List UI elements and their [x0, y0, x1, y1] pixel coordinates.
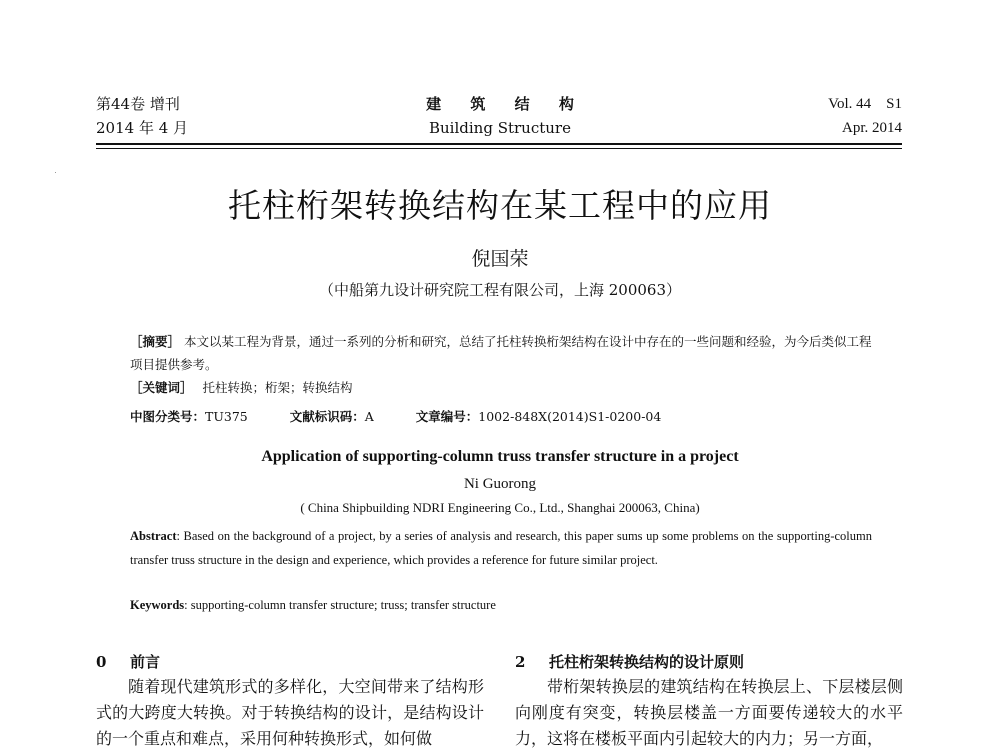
- body-column-left: [96, 650, 484, 748]
- article-number: 文章编号：1002-848X(2014)S1-0200-04: [415, 409, 662, 424]
- english-affiliation: ( China Shipbuilding NDRI Engineering Co., Ltd., Shanghai 200063, China): [300, 500, 700, 515]
- english-abstract-text: : Based on the background of a project, by a series of analysis and research, this paper sums up some problems on the supporting-column transfer truss structure in the design and experience, which provides a reference for future similar project.: [130, 529, 872, 567]
- document-code: 文献标识码：A: [289, 409, 374, 424]
- date-en: Apr. 2014: [842, 120, 902, 136]
- english-keywords-text: : supporting-column transfer structure; truss; transfer structure: [184, 598, 496, 612]
- section-number: 0: [96, 653, 107, 671]
- body-paragraph: 带桁架转换层的建筑结构在转换层上、下层楼层侧向刚度有突变，转换层楼盖一方面要传递较大的水平力，这将在楼板平面内引起较大的内力；另一方面，: [515, 677, 903, 748]
- clc-number: 中图分类号：TU375: [130, 409, 248, 424]
- section-number: 2: [515, 653, 526, 671]
- abstract-cn-label: ［摘要］: [130, 334, 181, 349]
- publication-date: 2014 年 4 月: [96, 119, 189, 137]
- journal-volume-info: [828, 92, 902, 140]
- english-abstract-label: Abstract: [130, 529, 177, 543]
- volume-issue: 第44卷 增刊: [96, 95, 180, 113]
- body-paragraph: 随着现代建筑形式的多样化，大空间带来了结构形式的大跨度大转换。对于转换结构的设计，是结构设计的一个重点和难点，采用何种转换形式，如何做: [96, 677, 484, 748]
- english-keywords-label: Keywords: [130, 598, 185, 612]
- english-title: Application of supporting-column truss transfer structure in a project: [261, 448, 739, 465]
- volume-en: Vol. 44 S1: [828, 96, 902, 112]
- author: 倪国荣: [471, 248, 529, 270]
- keywords-cn-text: 托柱转换；桁架；转换结构: [202, 380, 353, 395]
- classification-line: [130, 407, 699, 425]
- section-heading-intro: [96, 650, 484, 674]
- paper-title: 托柱桁架转换结构在某工程中的应用: [228, 186, 772, 225]
- abstract-cn-paragraph: [130, 330, 872, 376]
- section-heading-design-principles: [515, 650, 903, 674]
- journal-issue-info: [96, 92, 188, 140]
- journal-name-cn: 建 筑 结 构: [426, 95, 586, 113]
- abstract-cn: [130, 330, 872, 399]
- english-abstract: [130, 524, 872, 572]
- scan-speck: [55, 172, 56, 173]
- header-rule-thin: [96, 148, 902, 149]
- journal-name: [380, 92, 620, 140]
- affiliation: （中船第九设计研究院工程有限公司，上海 200063）: [318, 281, 682, 299]
- section-title: 托柱桁架转换结构的设计原则: [549, 653, 745, 671]
- section-title: 前言: [130, 653, 161, 671]
- body-column-right: [515, 650, 903, 748]
- journal-name-en: Building Structure: [429, 119, 571, 137]
- keywords-cn-label: ［关键词］: [130, 380, 193, 395]
- english-keywords: [130, 598, 496, 613]
- keywords-cn: [130, 376, 872, 399]
- abstract-cn-text: 本文以某工程为背景，通过一系列的分析和研究，总结了托柱转换桁架结构在设计中存在的一些问题和经验，为今后类似工程项目提供参考。: [130, 334, 872, 372]
- english-author: Ni Guorong: [463, 476, 537, 492]
- header-rule-thick: [96, 143, 902, 145]
